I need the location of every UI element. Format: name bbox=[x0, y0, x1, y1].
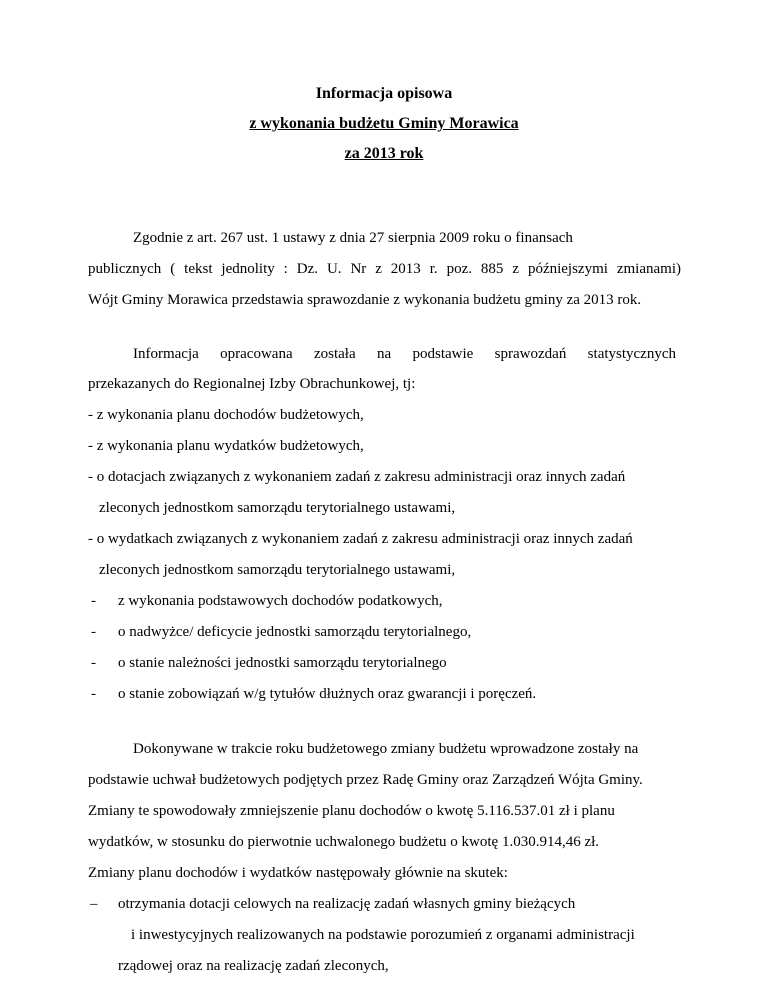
paragraph-3-line-1: Dokonywane w trakcie roku budżetowego zmiany budżetu wprowadzone zostały na bbox=[133, 741, 639, 757]
list-item: o nadwyżce/ deficycie jednostki samorządu terytorialnego, bbox=[118, 624, 472, 640]
paragraph-3-line-2: podstawie uchwał budżetowych podjętych przez Radę Gminy oraz Zarządzeń Wójta Gminy. bbox=[88, 772, 643, 788]
doc-title-line-3: za 2013 rok bbox=[344, 145, 424, 162]
bullet-dash: – bbox=[90, 896, 98, 912]
list-item-continuation: rządowej oraz na realizację zadań zleconych, bbox=[118, 958, 389, 974]
list-item: - o wydatkach związanych z wykonaniem zadań z zakresu administracji oraz innych zadań bbox=[88, 531, 633, 547]
bullet-dash: - bbox=[91, 593, 96, 609]
doc-title-line-2: z wykonania budżetu Gminy Morawica bbox=[249, 115, 519, 132]
list-item-continuation: zleconych jednostkom samorządu terytorialnego ustawami, bbox=[99, 500, 456, 516]
list-item-continuation: i inwestycyjnych realizowanych na podstawie porozumień z organami administracji bbox=[131, 927, 635, 943]
paragraph-2-line-2: przekazanych do Regionalnej Izby Obrachunkowej, tj: bbox=[88, 376, 416, 392]
bullet-dash: - bbox=[91, 686, 96, 702]
paragraph-1-line-1: Zgodnie z art. 267 ust. 1 ustawy z dnia 27 sierpnia 2009 roku o finansach bbox=[133, 230, 573, 246]
paragraph-2-line-1: Informacja opracowana została na podstawie sprawozdań statystycznych bbox=[133, 346, 676, 362]
list-item: o stanie zobowiązań w/g tytułów dłużnych oraz gwarancji i poręczeń. bbox=[118, 686, 537, 702]
list-item: - o dotacjach związanych z wykonaniem zadań z zakresu administracji oraz innych zadań bbox=[88, 469, 626, 485]
list-item: o stanie należności jednostki samorządu terytorialnego bbox=[118, 655, 447, 671]
list-item: z wykonania podstawowych dochodów podatkowych, bbox=[118, 593, 443, 609]
paragraph-1-line-2: publicznych ( tekst jednolity : Dz. U. Nr z 2013 r. poz. 885 z późniejszymi zmianami) bbox=[88, 261, 681, 277]
list-item-continuation: zleconych jednostkom samorządu terytorialnego ustawami, bbox=[99, 562, 456, 578]
doc-title-line-1: Informacja opisowa bbox=[315, 85, 453, 102]
bullet-dash: - bbox=[91, 624, 96, 640]
list-item: - z wykonania planu dochodów budżetowych, bbox=[88, 407, 364, 423]
bullet-dash: - bbox=[91, 655, 96, 671]
paragraph-3-line-5: Zmiany planu dochodów i wydatków następowały głównie na skutek: bbox=[88, 865, 508, 881]
paragraph-3-line-3: Zmiany te spowodowały zmniejszenie planu dochodów o kwotę 5.116.537.01 zł i planu bbox=[88, 803, 615, 819]
paragraph-1-line-3: Wójt Gminy Morawica przedstawia sprawozdanie z wykonania budżetu gminy za 2013 rok. bbox=[88, 292, 642, 308]
list-item: - z wykonania planu wydatków budżetowych, bbox=[88, 438, 364, 454]
list-item: otrzymania dotacji celowych na realizację zadań własnych gminy bieżących bbox=[118, 896, 576, 912]
paragraph-3-line-4: wydatków, w stosunku do pierwotnie uchwalonego budżetu o kwotę 1.030.914,46 zł. bbox=[88, 834, 600, 850]
